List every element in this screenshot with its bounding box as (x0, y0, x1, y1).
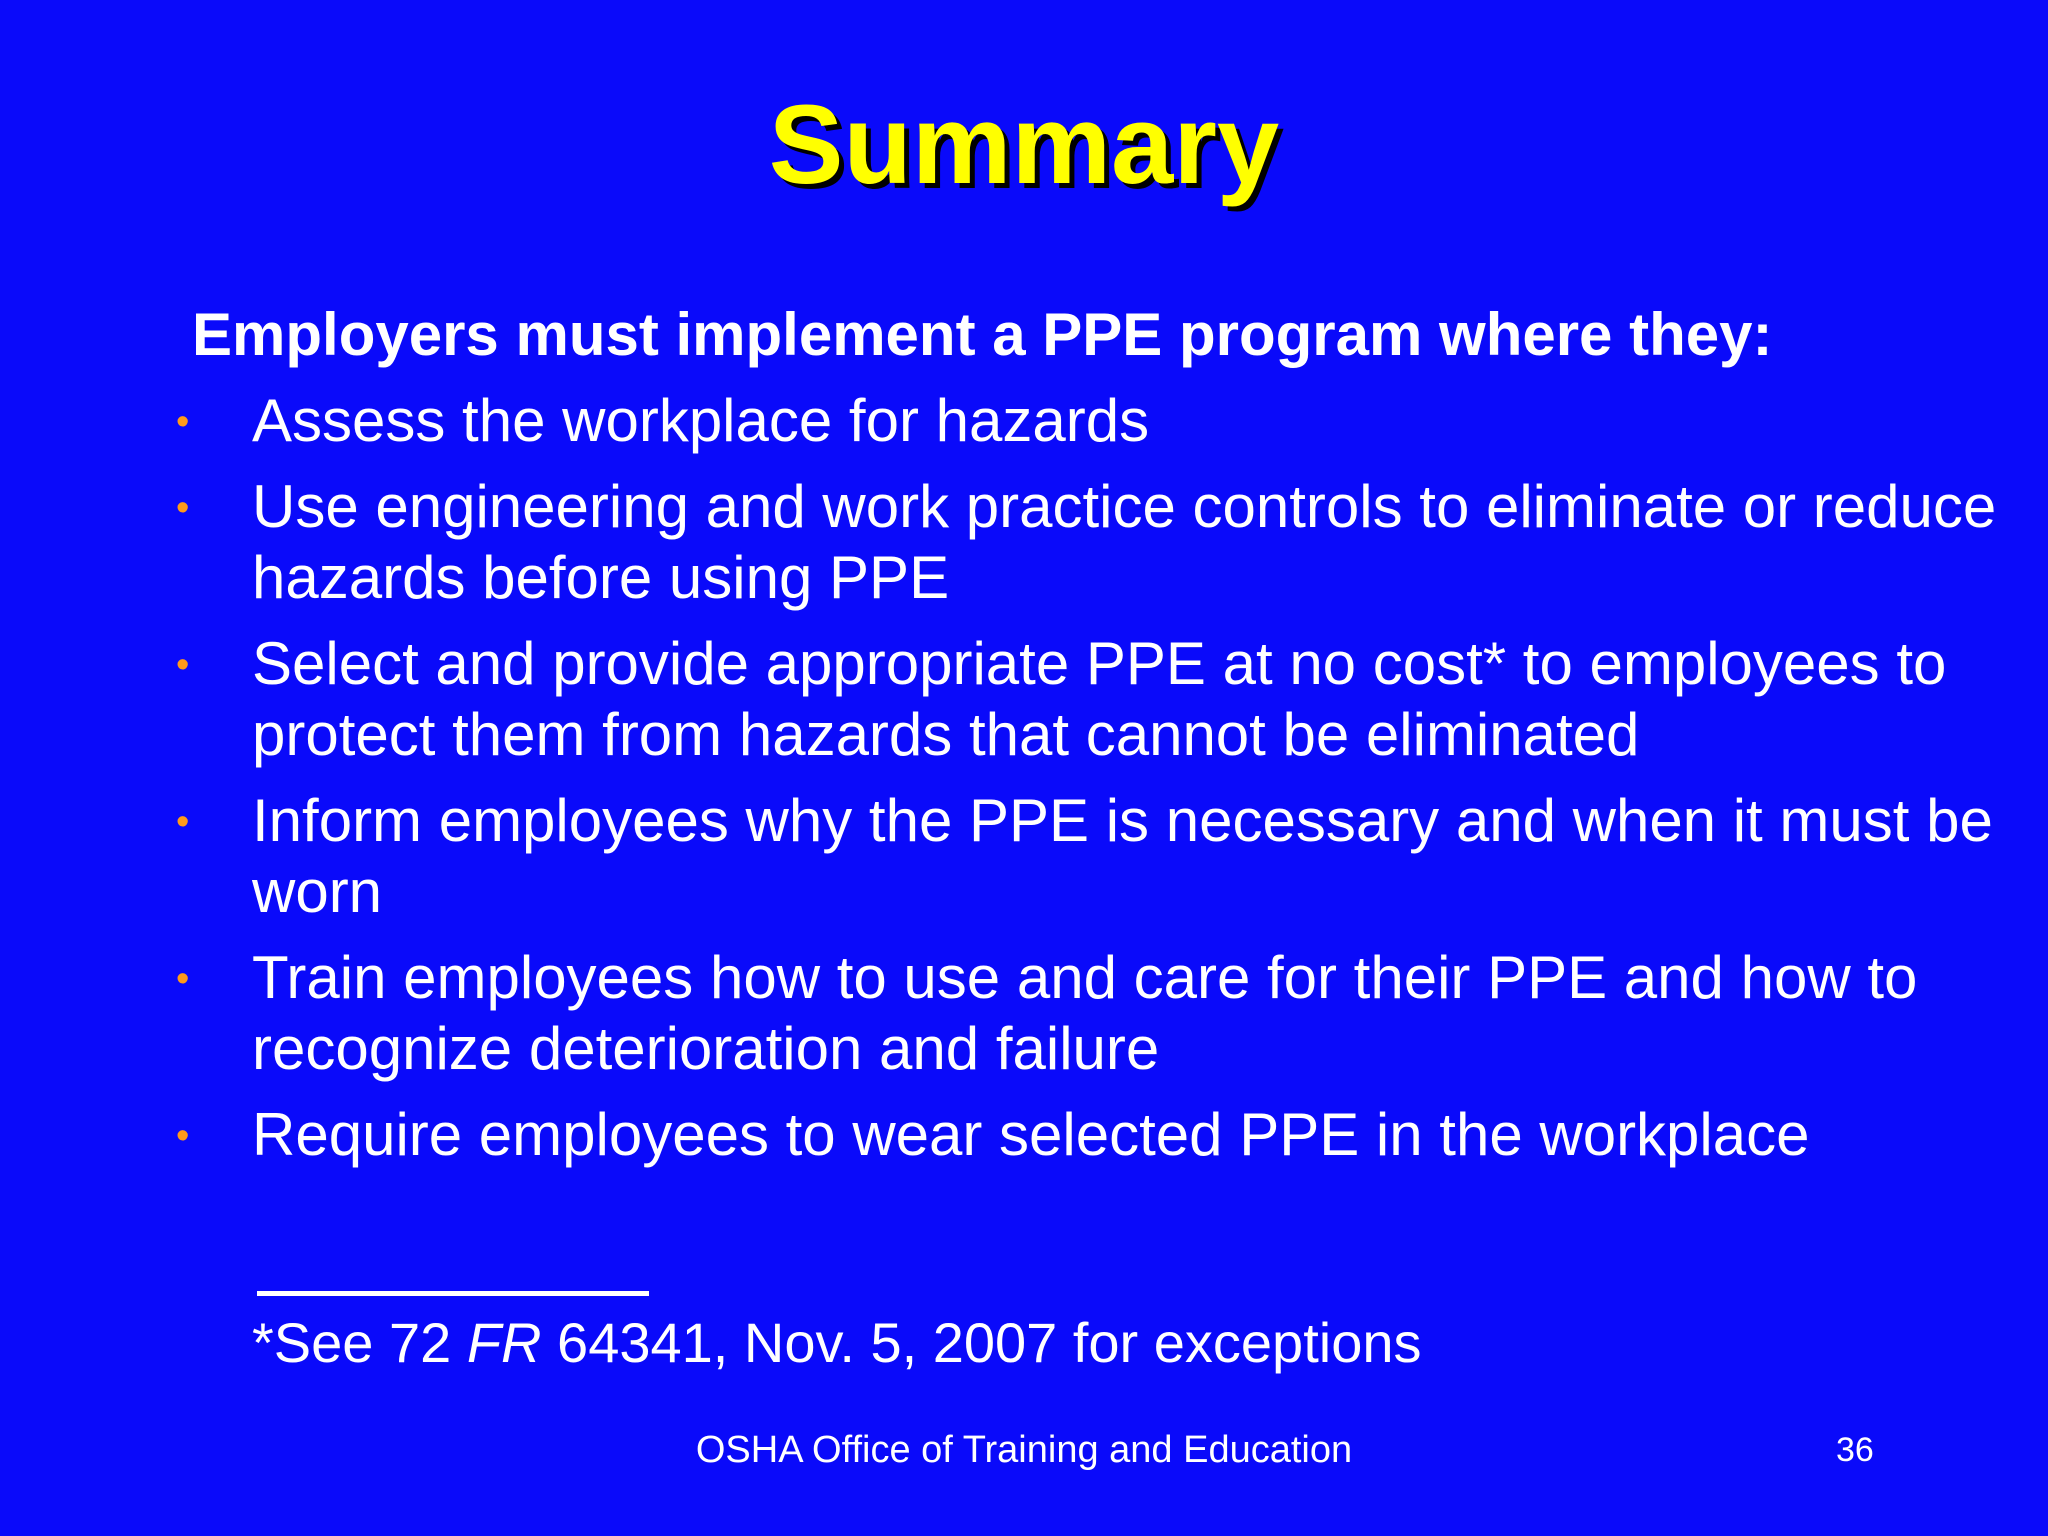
footnote-divider (257, 1291, 649, 1296)
page-number: 36 (1836, 1431, 1874, 1469)
slide-title: Summary (768, 82, 1280, 207)
bullet-text: Train employees how to use and care for their PPE and how to recognize deterioration and failure (252, 944, 1918, 1082)
bullet-icon: • (176, 644, 190, 686)
bullet-icon: • (176, 801, 190, 843)
bullet-item (0, 1099, 2048, 1170)
bullet-item (0, 385, 2048, 456)
bullet-icon: • (176, 401, 190, 443)
bullet-list (0, 385, 2048, 1185)
bullet-text: Assess the workplace for hazards (252, 387, 1150, 454)
bullet-item (0, 785, 2048, 927)
bullet-icon: • (176, 1115, 190, 1157)
bullet-text: Inform employees why the PPE is necessary and when it must be worn (252, 787, 1993, 925)
footnote (252, 1308, 1421, 1378)
footnote-prefix: *See 72 (252, 1311, 467, 1374)
bullet-text: Use engineering and work practice controls to eliminate or reduce hazards before using PPE (252, 473, 1997, 611)
bullet-item (0, 942, 2048, 1084)
footnote-suffix: 64341, Nov. 5, 2007 for exceptions (541, 1311, 1422, 1374)
bullet-item (0, 471, 2048, 613)
bullet-text: Select and provide appropriate PPE at no cost* to employees to protect them from hazards that cannot be eliminated (252, 630, 1947, 768)
bullet-text: Require employees to wear selected PPE in the workplace (252, 1101, 1810, 1168)
intro-text: Employers must implement a PPE program where they: (192, 301, 1773, 368)
bullet-item (0, 628, 2048, 770)
bullet-icon: • (176, 487, 190, 529)
footer-organization: OSHA Office of Training and Education (695, 1429, 1353, 1471)
bullet-icon: • (176, 958, 190, 1000)
footnote-italic: FR (466, 1311, 542, 1374)
